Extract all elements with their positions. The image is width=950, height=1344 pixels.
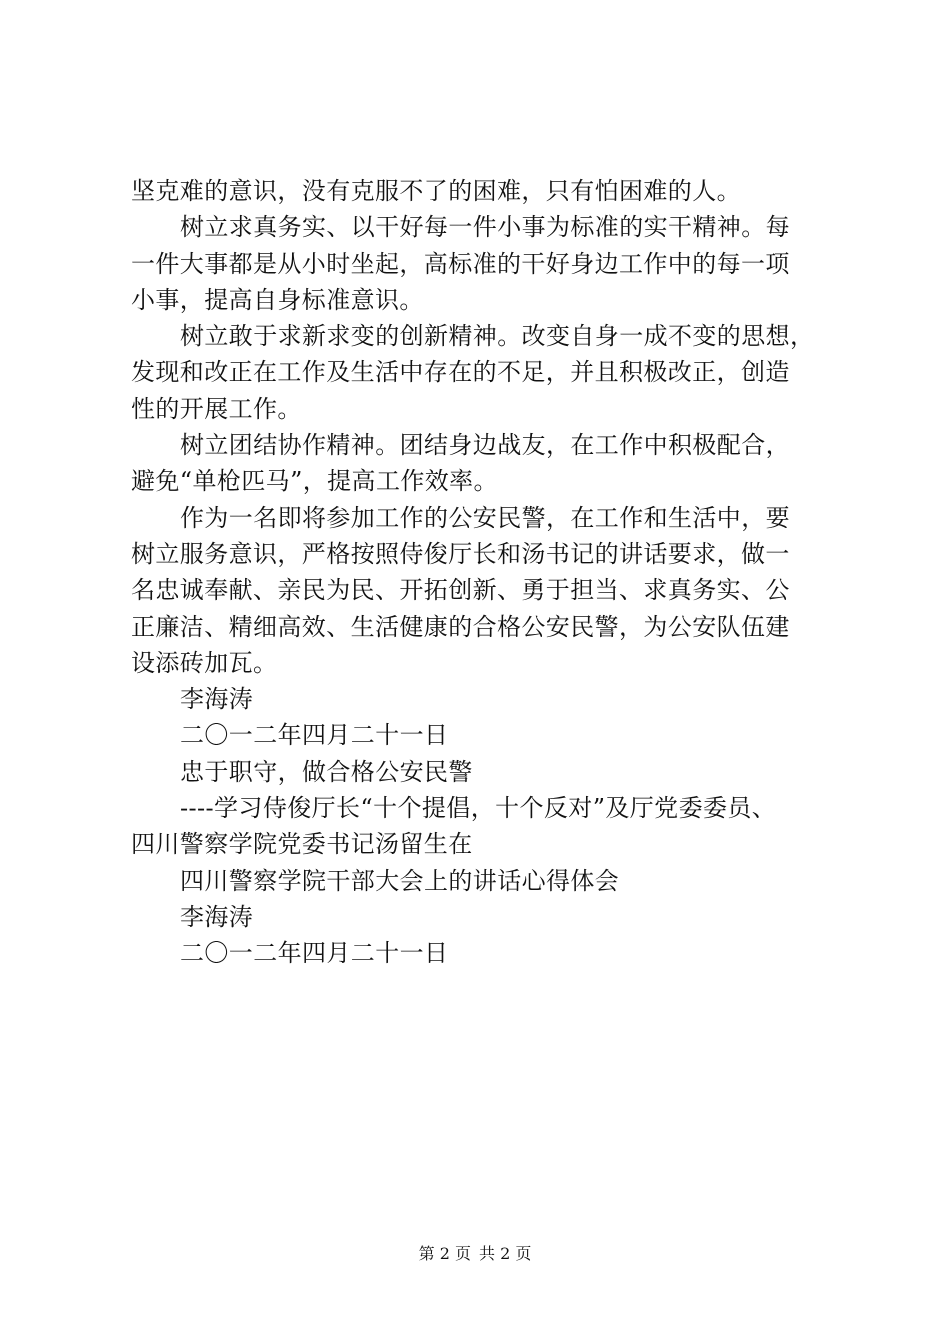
date-line: 二〇一二年四月二十一日 [180, 721, 449, 750]
page-total: 共 2 页 [479, 1244, 532, 1263]
author-name: 李海涛 [180, 685, 254, 714]
text-line: 避免“单枪匹马”，提高工作效率。 [131, 467, 498, 496]
text-line: 名忠诚奉献、亲民为民、开拓创新、勇于担当、求真务实、公 [131, 576, 790, 605]
text-line: 正廉洁、精细高效、生活健康的合格公安民警，为公安队伍建 [131, 612, 790, 641]
text-line: 树立敢于求新求变的创新精神。改变自身一成不变的思想， [180, 322, 815, 351]
text-line: 发现和改正在工作及生活中存在的不足，并且积极改正，创造 [131, 358, 790, 387]
author-name: 李海涛 [180, 902, 254, 931]
text-line: 小事，提高自身标准意识。 [131, 285, 424, 314]
article-subtitle: ----学习侍俊厅长“十个提倡，十个反对”及厅党委委员、 [180, 794, 777, 823]
text-line: 性的开展工作。 [131, 394, 302, 423]
text-line: 坚克难的意识，没有克服不了的困难，只有怕困难的人。 [131, 177, 741, 205]
page-footer [0, 1242, 950, 1266]
page-number: 第 2 页 [418, 1244, 471, 1263]
document-body [131, 173, 831, 972]
text-line: 树立求真务实、以干好每一件小事为标准的实干精神。每 [180, 213, 790, 242]
text-line: 作为一名即将参加工作的公安民警，在工作和生活中，要 [180, 503, 790, 532]
text-line: 树立服务意识，严格按照侍俊厅长和汤书记的讲话要求，做一 [131, 539, 790, 568]
article-subtitle-continued: 四川警察学院党委书记汤留生在 [131, 830, 473, 859]
article-title: 忠于职守，做合格公安民警 [180, 757, 473, 786]
article-subtitle-continued: 四川警察学院干部大会上的讲话心得体会 [180, 866, 620, 895]
text-line: 一件大事都是从小时坐起，高标准的干好身边工作中的每一项 [131, 249, 790, 278]
text-line: 设添砖加瓦。 [131, 648, 278, 677]
date-line: 二〇一二年四月二十一日 [180, 939, 449, 968]
text-line: 树立团结协作精神。团结身边战友，在工作中积极配合， [180, 431, 790, 460]
